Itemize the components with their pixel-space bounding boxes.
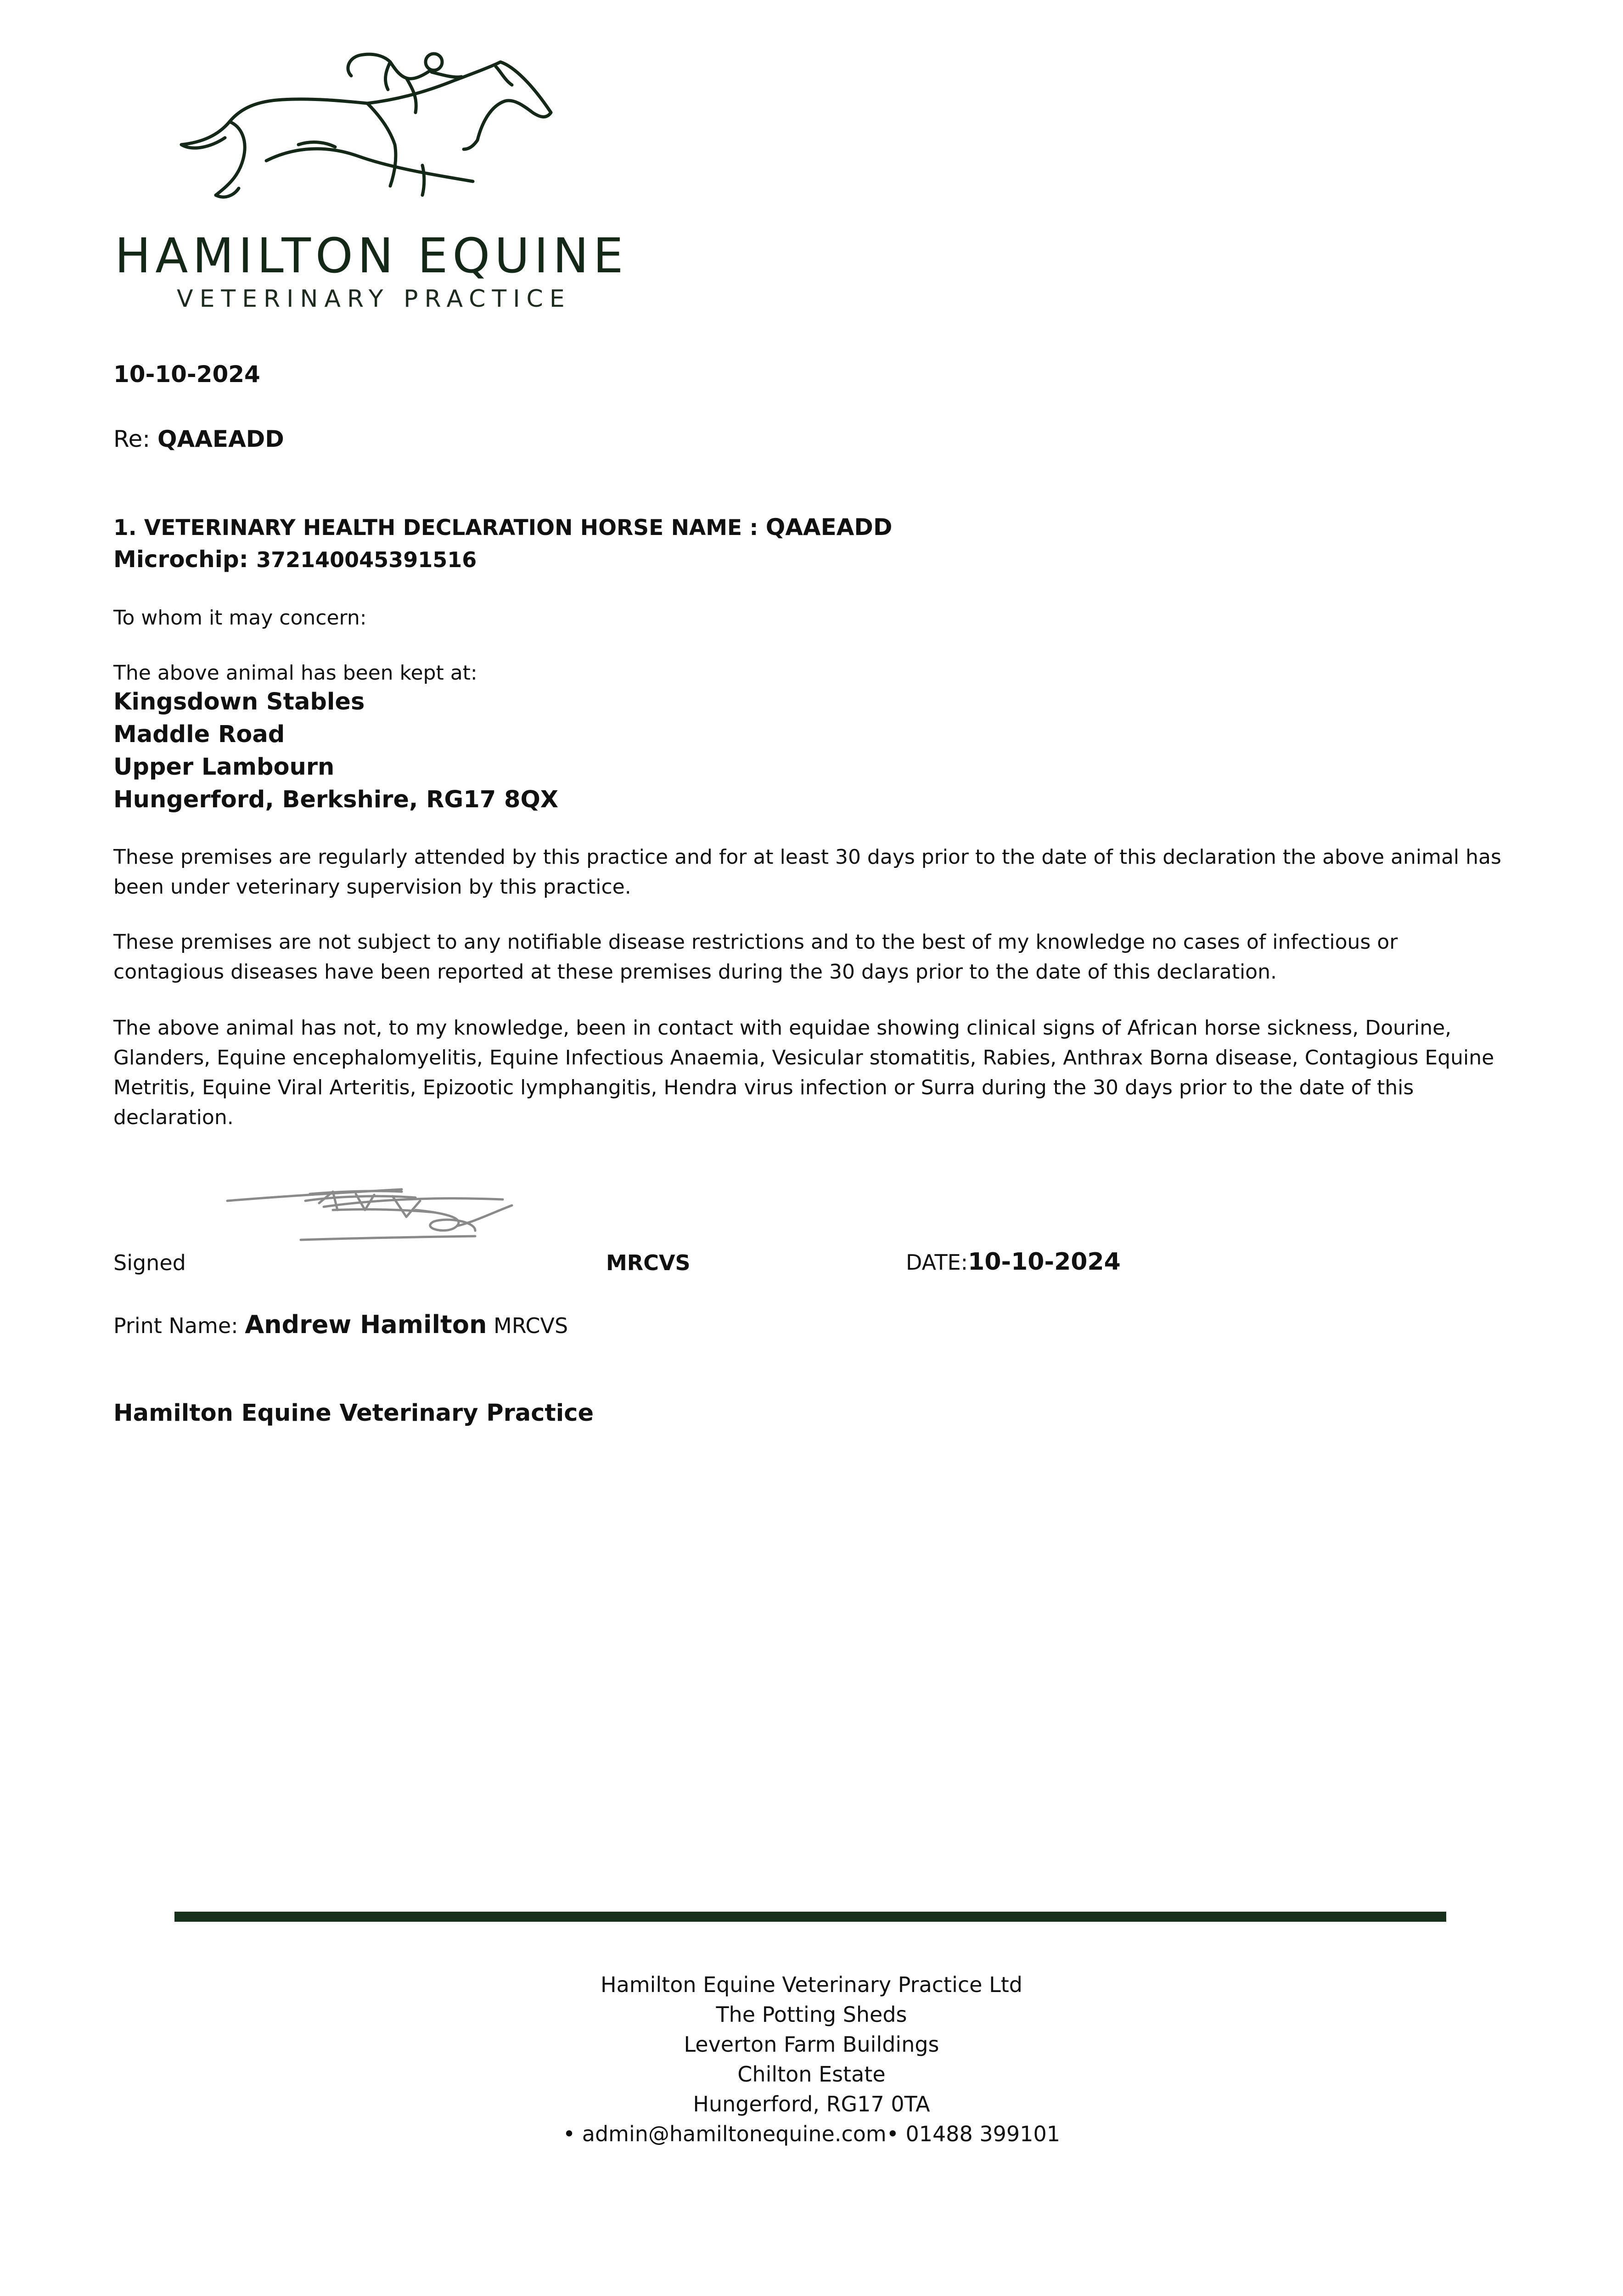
footer-line: The Potting Sheds [716, 2002, 907, 2027]
address-line: Upper Lambourn [113, 754, 335, 781]
microchip-label: Microchip: [113, 546, 248, 573]
paragraph-disease-contact: The above animal has not, to my knowledge, been in contact with equidae showing clinical signs of African horse sickness, Dourine, Glanders, Equine encephalomyelitis, Equine Infectious Anaemia, Vesicular stomatitis, Rabies, Anthrax Borna disease, Contagious Equine Metritis, Equine Viral Arteritis, Epizootic lymphangitis, Hendra virus infection or Surra during the 30 days prior to the date of this declaration. [113, 1016, 1494, 1129]
microchip-number: 372140045391516 [256, 547, 477, 572]
signature-date [906, 1248, 1121, 1276]
kept-at-label: The above animal has been kept at: [113, 661, 477, 685]
footer-line: Leverton Farm Buildings [684, 2032, 939, 2057]
signature-date-value: 10-10-2024 [968, 1248, 1121, 1276]
address-line: Hungerford, Berkshire, RG17 8QX [113, 786, 559, 813]
re-label: Re: [113, 426, 151, 452]
footer-line: Hungerford, RG17 0TA [693, 2092, 930, 2116]
footer-address [0, 1970, 1623, 2149]
salutation: To whom it may concern: [113, 606, 367, 630]
footer-line: Chilton Estate [737, 2062, 886, 2087]
re-line [113, 425, 284, 453]
footer-contact: • admin@hamiltonequine.com• 01488 399101 [563, 2122, 1060, 2146]
horse-name: QAAEADD [765, 514, 893, 540]
print-name: Andrew Hamilton [245, 1310, 487, 1339]
handwritten-signature [218, 1166, 595, 1249]
declaration-title-prefix: 1. VETERINARY HEALTH DECLARATION HORSE NAME : [113, 515, 758, 540]
re-value: QAAEADD [157, 426, 284, 452]
logo-wordmark: HAMILTON EQUINE [115, 228, 628, 284]
paragraph-supervision: These premises are regularly attended by this practice and for at least 30 days prior to the date of this declaration the above animal has been under veterinary supervision by this practice. [113, 845, 1501, 899]
letter-date: 10-10-2024 [113, 361, 260, 388]
premises-address [113, 686, 558, 816]
logo-subtitle: VETERINARY PRACTICE [177, 285, 571, 313]
paragraph-restrictions: These premises are not subject to any notifiable disease restrictions and to the best of my knowledge no cases of infectious or contagious diseases have been reported at these premises during the 30 days prior to the date of this declaration. [113, 930, 1398, 984]
print-name-line [113, 1310, 568, 1339]
print-name-suffix: MRCVS [494, 1313, 568, 1338]
footer-company: Hamilton Equine Veterinary Practice Ltd [601, 1972, 1022, 1997]
signature-date-label: DATE: [906, 1250, 968, 1275]
signed-label: Signed [113, 1250, 186, 1275]
footer-divider [174, 1912, 1446, 1922]
declaration-title [113, 513, 892, 541]
print-name-label: Print Name: [113, 1313, 238, 1338]
mrcvs-label: MRCVS [606, 1250, 691, 1275]
microchip-line [113, 546, 477, 573]
address-line: Maddle Road [113, 721, 285, 748]
practice-name: Hamilton Equine Veterinary Practice [113, 1400, 594, 1427]
horse-and-jockey-icon [174, 48, 569, 218]
address-line: Kingsdown Stables [113, 688, 365, 715]
